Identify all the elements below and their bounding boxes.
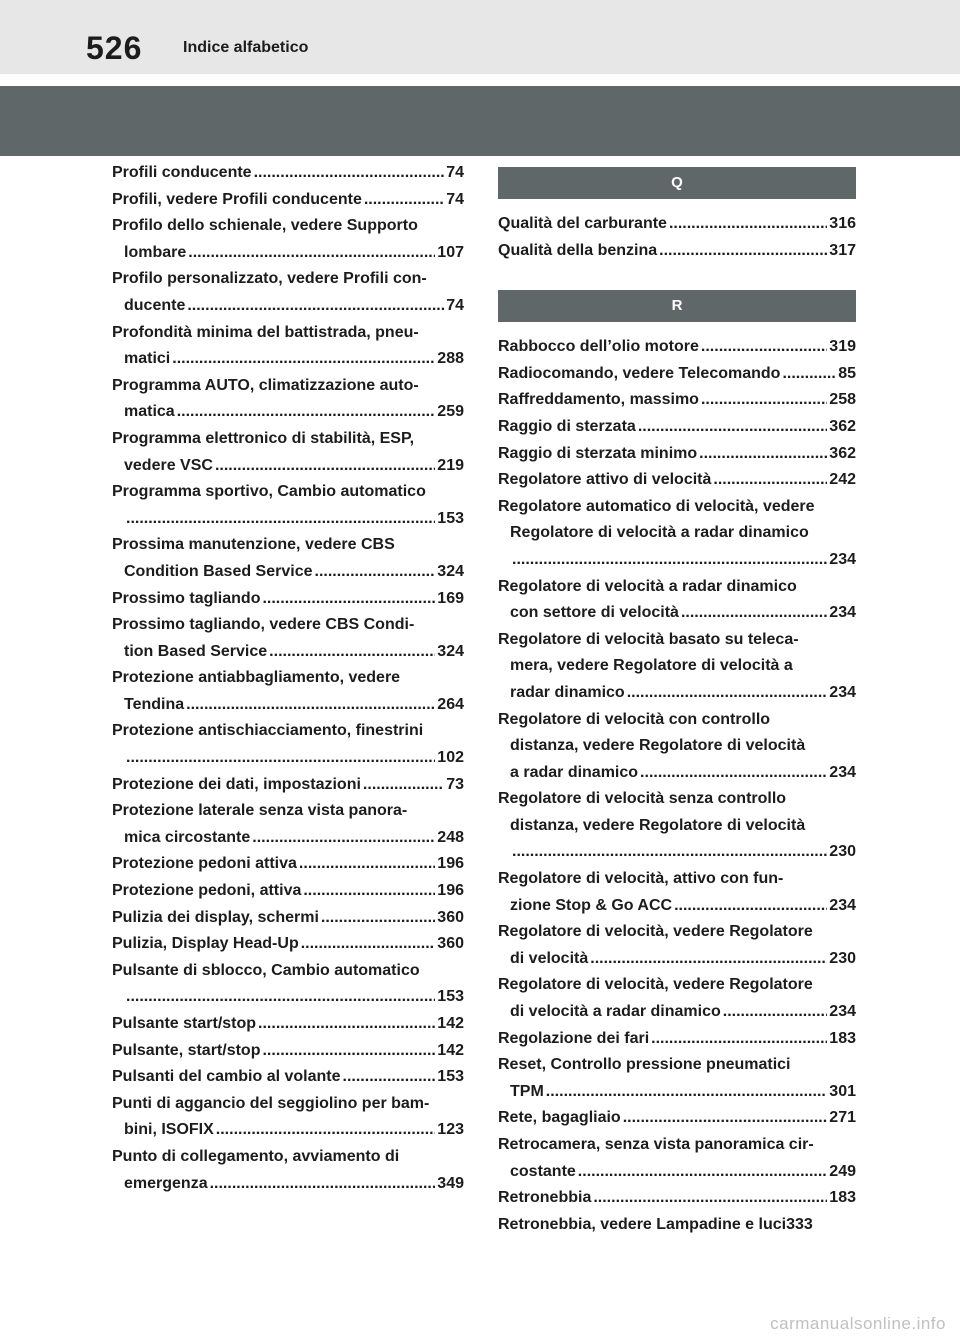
dot-leader [215, 453, 435, 480]
index-column-right [498, 160, 856, 1238]
page-reference: 324 [437, 642, 464, 660]
dot-leader [669, 211, 827, 238]
dot-leader [640, 760, 827, 787]
index-entry [112, 931, 464, 958]
index-entry-text: Protezione dei dati, impostazioni [112, 775, 361, 793]
index-entry [498, 238, 856, 265]
index-entry-line [112, 878, 464, 905]
page-reference: 242 [829, 471, 856, 489]
index-entry-line [498, 893, 856, 920]
index-entry-line [112, 586, 464, 613]
dot-leader [638, 414, 827, 441]
index-entry-line [498, 813, 856, 840]
index-entry-text: vedere VSC [124, 456, 213, 474]
index-entry-text: Pulsanti del cambio al volante [112, 1068, 341, 1086]
index-entry [112, 851, 464, 878]
index-entry-text: Regolatore di velocità senza controllo [498, 790, 787, 808]
index-entry [112, 958, 464, 1011]
index-entry-text: Pulsante di sblocco, Cambio automatico [112, 961, 420, 979]
index-entry-line [498, 1052, 856, 1079]
page-reference: 142 [437, 1015, 464, 1032]
index-entry-text: Prossimo tagliando, vedere CBS Condi- [112, 616, 415, 634]
index-entry [498, 1185, 856, 1212]
page-reference: 234 [829, 683, 856, 701]
index-entry [112, 373, 464, 426]
index-entry-line [498, 972, 856, 999]
index-entry-line [112, 825, 464, 852]
index-entry-text: emergenza [124, 1174, 208, 1192]
index-entry-text: Regolatore di velocità, vedere Regolatore [498, 923, 813, 941]
index-entry-text: Regolatore di velocità, vedere Regolatore [498, 976, 813, 994]
index-entry-line [498, 211, 856, 238]
dot-leader [343, 1064, 436, 1091]
index-entry [112, 1091, 464, 1144]
index-entry [112, 612, 464, 665]
page-reference: 230 [829, 843, 856, 861]
index-entry [498, 441, 856, 468]
index-entry-line [498, 1132, 856, 1159]
index-entry-text: Raggio di sterzata [498, 417, 636, 435]
page-reference: 183 [829, 1189, 856, 1207]
index-entry-text: Protezione antiabbagliamento, vedere [112, 669, 401, 687]
index-entry-line [112, 905, 464, 932]
index-entry [498, 786, 856, 866]
index-entry-line [498, 760, 856, 787]
index-entry-line [112, 639, 464, 666]
index-entry-text: Regolatore attivo di velocità [498, 471, 712, 489]
index-entry-line [112, 160, 464, 187]
dot-leader [651, 1026, 827, 1053]
page-reference: 153 [437, 1068, 464, 1086]
index-entry [112, 905, 464, 932]
dot-leader [701, 387, 827, 414]
index-entry-text: Programma sportivo, Cambio automatico [112, 483, 426, 501]
index-entry [498, 972, 856, 1025]
index-entry [112, 878, 464, 905]
dot-leader [262, 1038, 435, 1065]
index-entry-text: con settore di velocità [510, 604, 679, 622]
index-entry-text: Programma AUTO, climatizzazione auto- [112, 376, 419, 394]
index-entry-line [112, 426, 464, 453]
dot-leader [303, 878, 435, 905]
index-entry-line [112, 266, 464, 293]
index-column-left [112, 160, 464, 1197]
index-entry-line [112, 346, 464, 373]
index-entry [498, 1052, 856, 1105]
index-entry-text: Raggio di sterzata minimo [498, 444, 698, 462]
index-entry-line [112, 293, 464, 320]
index-entry-line [112, 745, 464, 772]
dot-leader [126, 745, 435, 772]
page-reference: 301 [829, 1082, 856, 1100]
dot-leader [258, 1011, 435, 1038]
page-reference: 234 [829, 1003, 856, 1021]
index-entry-text: costante [510, 1162, 576, 1180]
index-entry-line [498, 1105, 856, 1132]
index-entry-line [112, 718, 464, 745]
index-entry-text: zione Stop & Go ACC [510, 896, 673, 914]
page-reference: 196 [437, 882, 464, 900]
index-entry-line [498, 547, 856, 574]
index-entry-line [498, 627, 856, 654]
index-entry-line [112, 1038, 464, 1065]
index-entry-text: Pulsante, start/stop [112, 1041, 261, 1059]
page-reference: 230 [829, 949, 856, 967]
page-reference: 316 [829, 215, 856, 232]
dot-leader [172, 346, 435, 373]
index-entry [498, 211, 856, 238]
dot-leader [512, 547, 827, 574]
page-reference: 234 [829, 604, 856, 622]
page-reference: 219 [437, 456, 464, 474]
index-entry-line [498, 1212, 856, 1239]
index-entry-text: Pulsante start/stop [112, 1015, 257, 1032]
index-entry-text: Regolatore di velocità basato su teleca- [498, 630, 799, 648]
index-entry-text: Retronebbia, vedere Lampadine e luci333 [498, 1215, 813, 1233]
index-entry [112, 320, 464, 373]
page-reference: 123 [437, 1121, 464, 1139]
index-entry-text: di velocità [510, 949, 589, 967]
index-entry-line [498, 1185, 856, 1212]
index-entry-text: mera, vedere Regolatore di velocità a [510, 657, 793, 675]
dot-leader [210, 1171, 436, 1198]
index-entry-line [498, 946, 856, 973]
index-entry-line [498, 600, 856, 627]
index-entry-line [498, 999, 856, 1026]
index-entry-line [112, 1011, 464, 1038]
section-q-list [498, 211, 856, 264]
index-entry [498, 574, 856, 627]
page-reference: 196 [437, 855, 464, 873]
index-entry-line [498, 494, 856, 521]
index-entry-text: lombare [124, 243, 187, 261]
dot-leader [623, 1105, 828, 1132]
index-entry [498, 707, 856, 787]
index-entry [112, 1011, 464, 1038]
index-entry-text: Profondità minima del battistrada, pneu- [112, 323, 419, 341]
index-entry-line [498, 733, 856, 760]
page-reference: 362 [829, 444, 856, 462]
dot-leader [187, 293, 444, 320]
page-reference: 259 [437, 403, 464, 421]
index-entry-line [112, 187, 464, 214]
page-reference: 74 [446, 164, 464, 181]
index-entry-text: Profilo personalizzato, vedere Profili con- [112, 270, 427, 288]
index-entry-text: Prossima manutenzione, vedere CBS [112, 536, 395, 554]
header-title: Indice alfabetico [183, 39, 309, 56]
index-entry-text: Profili, vedere Profili conducente [112, 190, 362, 208]
index-entry-line [112, 240, 464, 267]
index-entry [112, 479, 464, 532]
page-number: 526 [86, 30, 143, 66]
index-entry [498, 494, 856, 574]
index-entry-line [498, 387, 856, 414]
index-entry-line [112, 320, 464, 347]
index-entry [112, 160, 464, 187]
index-entry-line [112, 1144, 464, 1171]
dot-leader [321, 905, 435, 932]
index-entry-text: Profilo dello schienale, vedere Supporto [112, 217, 418, 235]
index-entry [112, 532, 464, 585]
index-entry-text: Reset, Controllo pressione pneumatici [498, 1056, 791, 1074]
dot-leader [188, 240, 435, 267]
dot-leader [216, 1117, 436, 1144]
index-entry [112, 798, 464, 851]
index-entry-text: Raffreddamento, massimo [498, 391, 699, 409]
dot-leader [627, 680, 828, 707]
dot-leader [301, 931, 436, 958]
index-entry-line [498, 1159, 856, 1186]
index-entry-text: Condition Based Service [124, 562, 313, 580]
index-entry [498, 387, 856, 414]
index-entry-text: distanza, vedere Regolatore di velocità [510, 737, 806, 755]
index-entry-text: Tendina [124, 695, 185, 713]
page-reference: 234 [829, 896, 856, 914]
index-entry [112, 665, 464, 718]
index-entry-text: Rabbocco dell’olio motore [498, 338, 699, 356]
index-entry-text: ducente [124, 296, 186, 314]
dot-leader [699, 441, 827, 468]
index-entry-text: di velocità a radar dinamico [510, 1003, 721, 1021]
index-entry-line [498, 574, 856, 601]
index-entry-line [498, 334, 856, 361]
index-entry-line [112, 798, 464, 825]
index-entry [498, 361, 856, 388]
index-entry-line [498, 1026, 856, 1053]
index-entry-text: Protezione laterale senza vista panora- [112, 802, 408, 820]
index-entry-text: distanza, vedere Regolatore di velocità [510, 816, 806, 834]
dot-leader [269, 639, 435, 666]
index-entry [498, 414, 856, 441]
index-entry-text: Punto di collegamento, avviamento di [112, 1147, 400, 1165]
page-reference: 288 [437, 350, 464, 368]
index-entry [498, 1105, 856, 1132]
index-entry [498, 919, 856, 972]
index-entry-text: mica circostante [124, 828, 251, 846]
page-reference: 362 [829, 417, 856, 435]
index-entry [498, 1026, 856, 1053]
index-entry-line [112, 506, 464, 533]
page-reference: 258 [829, 391, 856, 409]
index-entry-line [112, 1171, 464, 1198]
page-reference: 169 [437, 589, 464, 607]
page-reference: 360 [437, 935, 464, 953]
dot-leader [126, 984, 435, 1011]
dot-leader [578, 1159, 828, 1186]
index-entry-line [112, 692, 464, 719]
index-entry-line [112, 958, 464, 985]
index-entry [112, 187, 464, 214]
index-entry-line [112, 984, 464, 1011]
index-entry-text: Regolatore di velocità, attivo con fun- [498, 870, 784, 888]
index-entry-text: Regolatore automatico di velocità, vedere [498, 497, 815, 515]
dot-leader [177, 399, 436, 426]
page-reference: 142 [437, 1041, 464, 1059]
page-reference: 153 [437, 988, 464, 1006]
index-entry-text: Protezione pedoni, attiva [112, 882, 302, 900]
index-entry-line [112, 453, 464, 480]
index-entry [112, 213, 464, 266]
section-header-r: R [498, 290, 856, 322]
dot-leader [252, 825, 435, 852]
index-entry-line [112, 772, 464, 799]
index-entry-line [498, 707, 856, 734]
index-entry [112, 772, 464, 799]
dot-leader [186, 692, 435, 719]
index-entry-line [112, 559, 464, 586]
index-entry-line [112, 1091, 464, 1118]
dot-leader [590, 946, 827, 973]
dot-leader [512, 839, 827, 866]
dot-leader [254, 160, 445, 187]
dot-leader [701, 334, 827, 361]
header-band [0, 0, 960, 74]
page-reference: 234 [829, 550, 856, 568]
page-reference: 349 [437, 1174, 464, 1192]
dot-leader [262, 586, 435, 613]
index-entry-line [112, 373, 464, 400]
page-reference: 249 [829, 1162, 856, 1180]
index-entry-text: Retronebbia [498, 1189, 592, 1207]
dot-leader [315, 559, 436, 586]
index-entry [112, 1038, 464, 1065]
index-entry-text: bini, ISOFIX [124, 1121, 214, 1139]
index-entry-line [112, 213, 464, 240]
index-entry [112, 1064, 464, 1091]
index-entry-text: a radar dinamico [510, 763, 639, 781]
index-entry [498, 467, 856, 494]
index-entry-line [498, 1079, 856, 1106]
index-entry [112, 718, 464, 771]
page-reference: 360 [437, 908, 464, 926]
index-entry-line [498, 361, 856, 388]
index-entry-line [498, 441, 856, 468]
dot-leader [299, 851, 435, 878]
index-entry-line [112, 931, 464, 958]
page-reference: 317 [829, 241, 856, 259]
index-entry-line [498, 238, 856, 265]
index-entry-text: Pulizia, Display Head-Up [112, 935, 299, 953]
index-entry-text: Punti di aggancio del seggiolino per bam- [112, 1094, 430, 1112]
index-entry-line [112, 1064, 464, 1091]
index-entry-text: Rete, bagagliaio [498, 1109, 621, 1127]
index-entry-line [112, 399, 464, 426]
dot-leader [681, 600, 827, 627]
page-reference: 102 [437, 749, 464, 767]
page-reference: 74 [446, 190, 464, 208]
index-entry [498, 1132, 856, 1185]
section-header-q: Q [498, 167, 856, 199]
section-r-list [498, 334, 856, 1238]
index-entry-line [112, 665, 464, 692]
index-entry-text: tion Based Service [124, 642, 268, 660]
dot-leader [674, 893, 827, 920]
index-entry-line [498, 866, 856, 893]
index-entry-text: Regolatore di velocità a radar dinamico [498, 577, 797, 595]
page-reference: 319 [829, 338, 856, 356]
page-reference: 271 [829, 1109, 856, 1127]
watermark: carmanualsonline.info [770, 1314, 946, 1333]
index-entry-text: Regolatore di velocità con controllo [498, 710, 771, 728]
dot-leader [723, 999, 828, 1026]
index-entry-text: Qualità del carburante [498, 215, 667, 232]
index-entry-line [498, 680, 856, 707]
page-reference: 183 [829, 1029, 856, 1047]
index-entry [498, 1212, 856, 1239]
index-entry-text: Radiocomando, vedere Telecomando [498, 364, 781, 382]
page-reference: 74 [446, 296, 464, 314]
index-entry-text: radar dinamico [510, 683, 625, 701]
index-entry-line [112, 612, 464, 639]
dot-leader [546, 1079, 828, 1106]
index-entry-text: Profili conducente [112, 164, 252, 181]
dot-leader [364, 187, 444, 214]
page-reference: 73 [446, 775, 464, 793]
index-entry-line [112, 532, 464, 559]
index-entry-text: matici [124, 350, 171, 368]
index-entry [112, 266, 464, 319]
page-reference: 85 [838, 364, 856, 382]
index-entry [498, 334, 856, 361]
dot-leader [713, 467, 827, 494]
page-reference: 153 [437, 509, 464, 527]
index-entry-text: Protezione antischiacciamento, finestrini [112, 722, 424, 740]
index-entry-line [498, 653, 856, 680]
index-entry-text: Protezione pedoni attiva [112, 855, 297, 873]
index-entry-text: Regolatore di velocità a radar dinamico [510, 524, 809, 542]
dot-leader [126, 506, 435, 533]
dot-leader [659, 238, 827, 265]
index-entry-line [498, 520, 856, 547]
index-entry [112, 586, 464, 613]
index-entry-line [112, 851, 464, 878]
header-dark-band [0, 86, 960, 156]
index-entry-text: TPM [510, 1082, 544, 1100]
page-reference: 248 [437, 828, 464, 846]
page-reference: 324 [437, 562, 464, 580]
page-reference: 234 [829, 763, 856, 781]
index-entry-text: Programma elettronico di stabilità, ESP, [112, 429, 415, 447]
dot-leader [363, 772, 444, 799]
index-entry [498, 627, 856, 707]
index-entry-line [498, 467, 856, 494]
index-entry-line [112, 479, 464, 506]
index-entry-text: Regolazione dei fari [498, 1029, 650, 1047]
page-reference: 107 [437, 243, 464, 261]
index-entry-line [498, 919, 856, 946]
index-entry [112, 426, 464, 479]
dot-leader [593, 1185, 827, 1212]
dot-leader [782, 361, 836, 388]
page-reference: 264 [437, 695, 464, 713]
index-entry-line [498, 414, 856, 441]
index-entry [112, 1144, 464, 1197]
index-entry-line [498, 839, 856, 866]
index-entry-text: Retrocamera, senza vista panoramica cir- [498, 1136, 814, 1153]
index-entry-text: Qualità della benzina [498, 241, 658, 259]
index-entry-line [112, 1117, 464, 1144]
index-entry-text: matica [124, 403, 175, 421]
index-entry-line [498, 786, 856, 813]
index-entry-text: Prossimo tagliando [112, 589, 261, 607]
index-entry-text: Pulizia dei display, schermi [112, 908, 319, 926]
index-entry [498, 866, 856, 919]
